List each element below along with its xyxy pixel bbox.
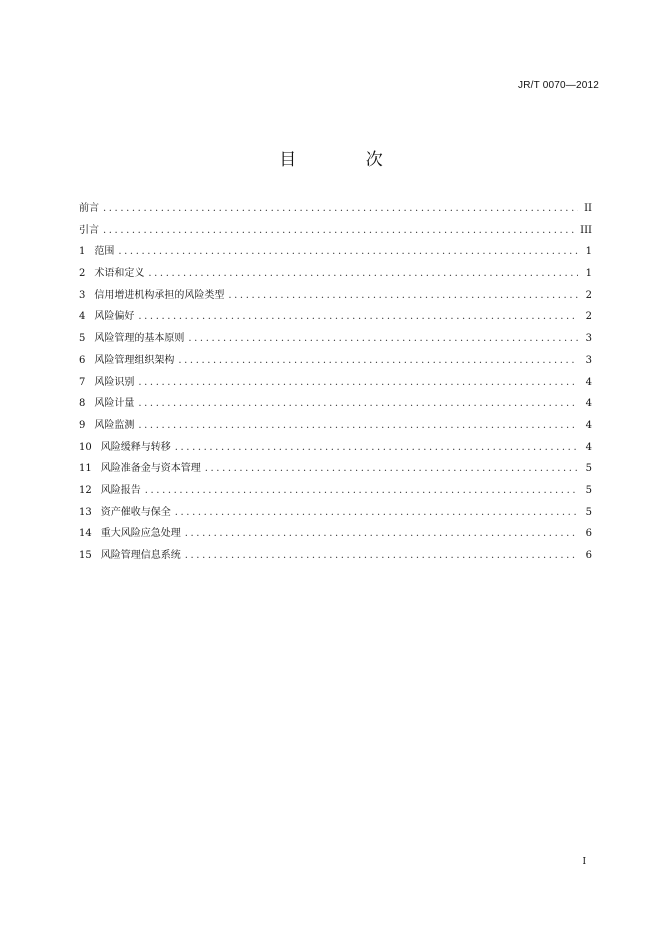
toc-leader-dots: [175, 442, 578, 453]
toc-entry-11[interactable]: [79, 459, 592, 481]
toc-entry-1[interactable]: [79, 242, 592, 264]
toc-entry-page: III: [580, 224, 592, 236]
toc-entry-label: 风险管理组织架构: [94, 354, 175, 366]
toc-entry-number: 13: [79, 506, 92, 518]
toc-entry-page: II: [584, 203, 592, 214]
toc-entry-6[interactable]: [79, 351, 592, 373]
toc-entry-label: 范围: [94, 246, 115, 258]
toc-leader-dots: [103, 203, 578, 214]
toc-entry-label: 引言: [79, 224, 99, 236]
toc-entry-label: 风险报告: [100, 484, 141, 496]
toc-entry-label: 风险缓释与转移: [100, 441, 171, 453]
toc-leader-dots: [178, 355, 578, 366]
toc-entry-label: 信用增进机构承担的风险类型: [94, 289, 225, 301]
toc-entry-page: 5: [585, 484, 592, 496]
toc-leader-dots: [185, 528, 578, 539]
toc-title: 目 次: [279, 150, 415, 170]
toc-entry-page: 4: [585, 441, 592, 453]
toc-entry-number: 15: [79, 550, 92, 561]
toc-entry-page: 5: [585, 506, 592, 518]
toc-entry-number: 4: [79, 311, 86, 323]
toc-entry-number: 1: [79, 246, 86, 258]
toc-entry-number: 2: [79, 268, 86, 280]
toc-entry-number: 9: [79, 419, 86, 431]
toc-leader-dots: [175, 507, 578, 518]
toc-entry-12[interactable]: [79, 481, 592, 503]
toc-entry-number: 8: [79, 398, 86, 410]
toc-leader-dots: [228, 290, 578, 301]
toc-leader-dots: [148, 268, 578, 279]
toc-leader-dots: [188, 333, 578, 344]
toc-entry-page: 1: [585, 246, 592, 258]
toc-entry-label: 风险识别: [94, 376, 135, 388]
toc-entry-label: 风险管理的基本原则: [94, 333, 185, 345]
toc-leader-dots: [118, 246, 578, 257]
toc-entry-page: 1: [585, 268, 592, 280]
toc-entry-page: 3: [585, 354, 592, 366]
toc-entry-page: 2: [585, 311, 592, 323]
toc-entry-label: 重大风险应急处理: [100, 528, 181, 540]
toc-entry-number: 12: [79, 484, 92, 496]
toc-entry-label: 术语和定义: [94, 268, 145, 280]
toc-entry-10[interactable]: [79, 438, 592, 460]
toc-entry-number: 5: [79, 333, 86, 345]
toc-entry-9[interactable]: [79, 416, 592, 438]
toc-entry-introduction[interactable]: [79, 221, 592, 243]
toc-entry-page: 4: [585, 376, 592, 388]
toc-entry-4[interactable]: [79, 307, 592, 329]
toc-leader-dots: [138, 420, 578, 431]
table-of-contents: [79, 199, 592, 568]
toc-entry-8[interactable]: [79, 394, 592, 416]
toc-entry-label: 风险计量: [94, 398, 135, 410]
toc-entry-label: 风险偏好: [94, 311, 135, 323]
toc-leader-dots: [103, 225, 574, 236]
toc-entry-3[interactable]: [79, 286, 592, 308]
toc-entry-page: 4: [585, 419, 592, 431]
toc-leader-dots: [138, 311, 578, 322]
toc-entry-label: 前言: [79, 203, 99, 214]
toc-leader-dots: [145, 485, 578, 496]
toc-entry-page: 6: [585, 528, 592, 540]
toc-entry-number: 10: [79, 441, 92, 453]
toc-entry-number: 3: [79, 289, 86, 301]
toc-entry-page: 6: [585, 550, 592, 561]
toc-entry-13[interactable]: [79, 503, 592, 525]
toc-leader-dots: [138, 377, 578, 388]
toc-entry-5[interactable]: [79, 329, 592, 351]
toc-entry-7[interactable]: [79, 373, 592, 395]
toc-entry-number: 7: [79, 376, 86, 388]
toc-entry-number: 6: [79, 354, 86, 366]
page-number: I: [582, 857, 586, 867]
toc-leader-dots: [185, 550, 578, 561]
toc-entry-number: 14: [79, 528, 92, 540]
toc-entry-2[interactable]: [79, 264, 592, 286]
toc-entry-14[interactable]: [79, 524, 592, 546]
toc-leader-dots: [205, 463, 578, 474]
toc-entry-label: 风险管理信息系统: [100, 550, 181, 561]
toc-entry-label: 资产催收与保全: [100, 506, 171, 518]
toc-entry-page: 2: [585, 289, 592, 301]
toc-entry-label: 风险准备金与资本管理: [100, 463, 201, 475]
toc-entry-page: 5: [585, 463, 592, 475]
toc-entry-number: 11: [79, 463, 92, 475]
toc-entry-page: 3: [585, 333, 592, 345]
toc-entry-page: 4: [585, 398, 592, 410]
toc-entry-foreword[interactable]: [79, 199, 592, 221]
document-code: JR/T 0070—2012: [518, 80, 599, 91]
toc-entry-label: 风险监测: [94, 419, 135, 431]
toc-entry-15[interactable]: [79, 546, 592, 568]
toc-leader-dots: [138, 398, 578, 409]
